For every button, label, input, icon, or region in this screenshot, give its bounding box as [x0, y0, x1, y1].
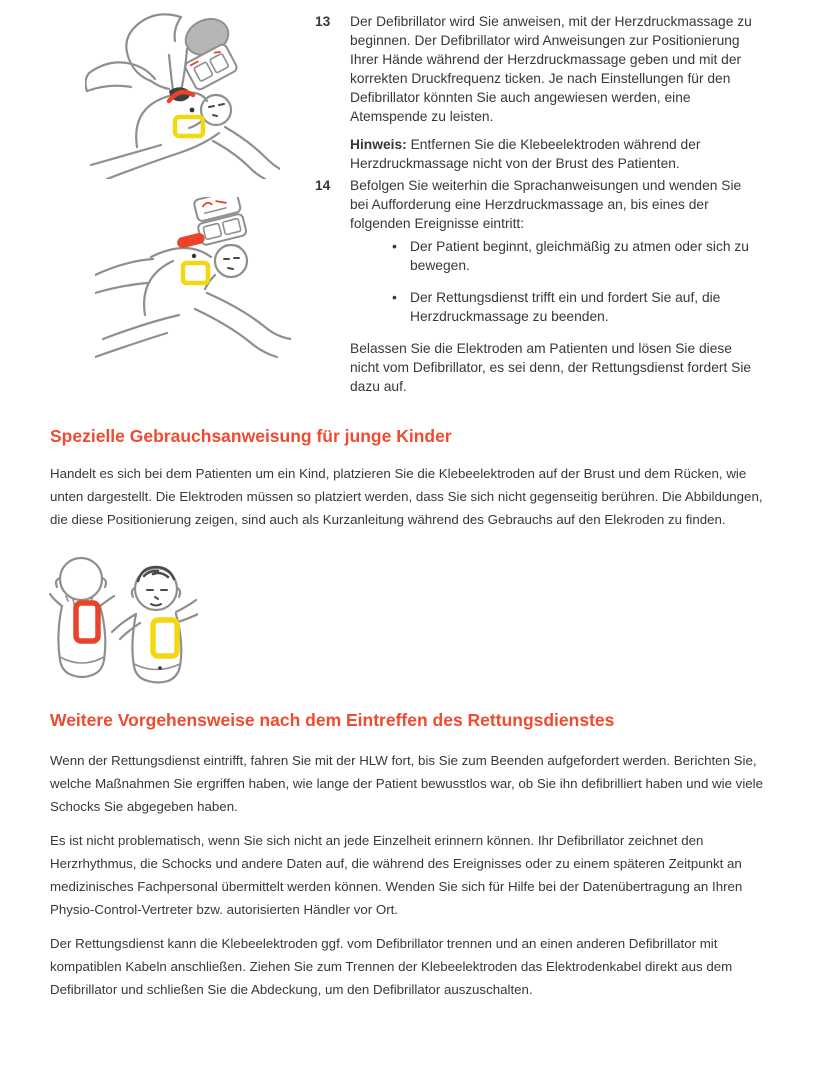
- note-label: Hinweis:: [350, 137, 407, 152]
- step-number: 13: [315, 14, 331, 29]
- bullet-item: • Der Patient beginnt, gleichmäßig zu atmen oder sich zu bewegen.: [392, 237, 762, 275]
- step-text: Der Defibrillator wird Sie anweisen, mit der Herzdruckmassage zu beginnen. Der Defibrillator wird Anweisungen zur Positionierung Ihrer Hände während der Herzdruckmassage geben und mit der korrekten Druckfrequenz ticken. Je nach Einstellungen für den Defibrillator könnten Sie auch angewiesen werden, eine Atemspende zu leisten.: [350, 14, 752, 124]
- note-text: Entfernen Sie die Klebeelektroden während der Herzdruckmassage nicht von der Brust des Patienten.: [350, 137, 701, 171]
- paragraph: Wenn der Rettungsdienst eintrifft, fahren Sie mit der HLW fort, bis Sie zum Beenden aufgefordert werden. Berichten Sie, welche Maßnahmen Sie ergriffen haben, wie lange der Patient bewusstlos war, ob Sie ihn defibrilliert haben und wie viele Schocks Sie abgegeben haben.: [50, 753, 764, 814]
- yellow-electrode: [183, 263, 208, 283]
- step-note: [350, 135, 763, 173]
- cpr-chest-compression-illustration: [85, 7, 280, 179]
- step-closing-text: Belassen Sie die Elektroden am Patienten und lösen Sie diese nicht vom Defibrillator, es sei denn, der Rettungsdienst fordert Sie dazu auf.: [350, 341, 752, 394]
- yellow-electrode: [175, 117, 203, 136]
- paragraph: Es ist nicht problematisch, wenn Sie sich nicht an jede Einzelheit erinnern können. Ihr Defibrillator zeichnet den Herzrhythmus, die Schocks und andere Daten auf, die während des Ereignisses oder zu einem späteren Zeitpunkt an medizinisches Fachpersonal übermittelt werden können. Wenden Sie sich für Hilfe bei der Datenübertragung an Ihren Physio-Control-Vertreter bzw. autorisierten Händler vor Ort.: [50, 833, 743, 917]
- sternum-dot: [192, 254, 196, 258]
- paragraph: Der Rettungsdienst kann die Klebeelektroden ggf. vom Defibrillator trennen und an einen anderen Defibrillator mit kompatiblen Kabeln anschließen. Ziehen Sie zum Trennen der Klebeelektroden das Elektrodenkabel direkt aus dem Defibrillator und schließen Sie die Abdeckung, um den Defibrillator auszuschalten.: [50, 936, 733, 997]
- paragraph: Handelt es sich bei dem Patienten um ein Kind, platzieren Sie die Klebeelektroden auf der Brust und dem Rücken, wie unten dargestellt. Die Elektroden müssen so platziert werden, dass Sie sich nicht gegenseitig berühren. Die Abbildungen, die diese Positionierung zeigen, sind auch als Kurzanleitung während des Gebrauchs auf den Elekroden zu finden.: [50, 466, 763, 527]
- step-text: Befolgen Sie weiterhin die Sprachanweisungen und wenden Sie bei Aufforderung eine Herzdruckmassage an, bis eines der folgenden Ereignisse eintritt:: [350, 178, 742, 231]
- red-electrode: [76, 603, 98, 641]
- red-electrode: [176, 232, 206, 249]
- sternum-dot: [190, 108, 195, 113]
- bullet-item: • Der Rettungsdienst trifft ein und fordert Sie auf, die Herzdruckmassage zu beenden.: [392, 288, 762, 326]
- child-front-view: [112, 567, 198, 683]
- section-heading: Weitere Vorgehensweise nach dem Eintreffen des Rettungsdienstes: [50, 710, 615, 730]
- section-after-ems-arrival: [50, 708, 780, 1001]
- navel-dot: [158, 666, 162, 670]
- section-young-children: [50, 424, 780, 531]
- child-back-view: [50, 558, 114, 677]
- child-electrode-placement-illustration: [48, 556, 198, 684]
- step-13: [315, 12, 767, 173]
- yellow-electrode: [153, 620, 177, 656]
- defibrillator-beside-patient-illustration: [95, 197, 291, 369]
- section-heading: Spezielle Gebrauchsanweisung für junge Kinder: [50, 426, 452, 446]
- step-14: [315, 176, 767, 396]
- step-number: 14: [315, 178, 331, 193]
- step-bullet-list: [392, 237, 763, 326]
- numbered-step-list: [315, 12, 767, 396]
